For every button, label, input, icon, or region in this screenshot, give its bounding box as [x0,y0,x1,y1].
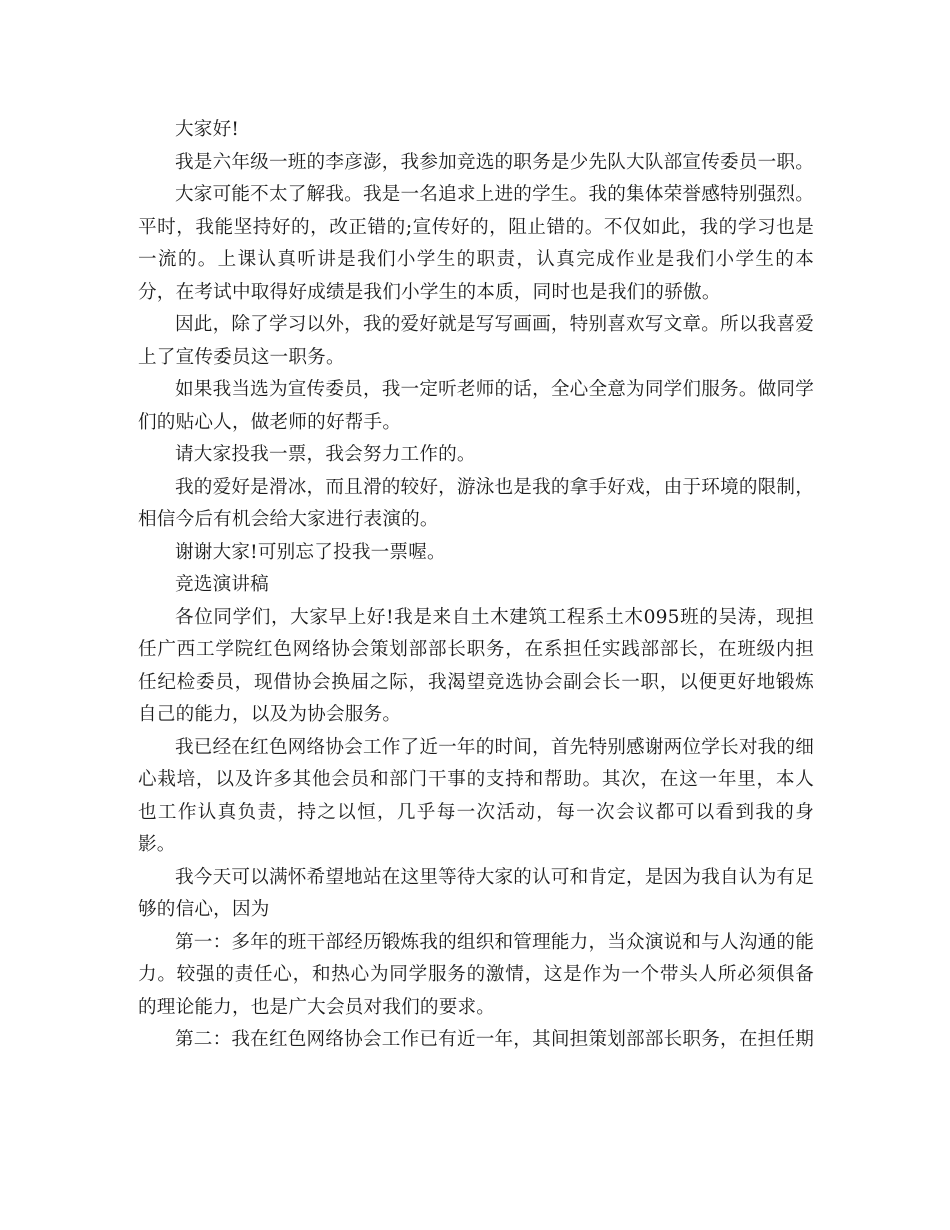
section-heading: 竞选演讲稿 [175,574,269,595]
paragraph: 各位同学们，大家早上好!我是来自土木建筑工程系土木095班的吴涛，现担任广西工学院红色网络协会策划部部长职务，在系担任实践部部长，在班级内担任纪检委员，现借协会换届之际，我渴望竞选协会副会长一职，以便更好地锻炼自己的能力，以及为协会服务。 [138,606,814,725]
paragraph: 大家可能不太了解我。我是一名追求上进的学生。我的集体荣誉感特别强烈。平时，我能坚持好的，改正错的;宣传好的，阻止错的。不仅如此，我的学习也是一流的。上课认真听讲是我们小学生的职责，认真完成作业是我们小学生的本分，在考试中取得好成绩是我们小学生的本质，同时也是我们的骄傲。 [138,184,814,303]
paragraph: 第一：多年的班干部经历锻炼我的组织和管理能力，当众演说和与人沟通的能力。较强的责任心，和热心为同学服务的激情，这是作为一个带头人所必须俱备的理论能力，也是广大会员对我们的要求。 [138,931,814,1018]
paragraph-greeting: 大家好! [175,119,240,140]
paragraph: 第二：我在红色网络协会工作已有近一年，其间担策划部部长职务，在担任期 [175,1029,814,1050]
paragraph: 如果我当选为宣传委员，我一定听老师的话，全心全意为同学们服务。做同学们的贴心人，做老师的好帮手。 [138,379,814,433]
paragraph: 我已经在红色网络协会工作了近一年的时间，首先特别感谢两位学长对我的细心栽培，以及许多其他会员和部门干事的支持和帮助。其次，在这一年里，本人也工作认真负责，持之以恒，几乎每一次活动，每一次会议都可以看到我的身影。 [138,736,814,855]
paragraph: 我今天可以满怀希望地站在这里等待大家的认可和肯定，是因为我自认为有足够的信心，因为 [138,866,814,920]
paragraph: 因此，除了学习以外，我的爱好就是写写画画，特别喜欢写文章。所以我喜爱上了宣传委员这一职务。 [138,314,814,368]
paragraph: 请大家投我一票，我会努力工作的。 [175,444,476,465]
paragraph: 我的爱好是滑冰，而且滑的较好，游泳也是我的拿手好戏，由于环境的限制，相信今后有机会给大家进行表演的。 [138,476,814,530]
paragraph: 谢谢大家!可别忘了投我一票喔。 [175,541,446,563]
document-body [138,114,814,1057]
paragraph: 我是六年级一班的李彦澎，我参加竞选的职务是少先队大队部宣传委员一职。 [175,151,814,173]
